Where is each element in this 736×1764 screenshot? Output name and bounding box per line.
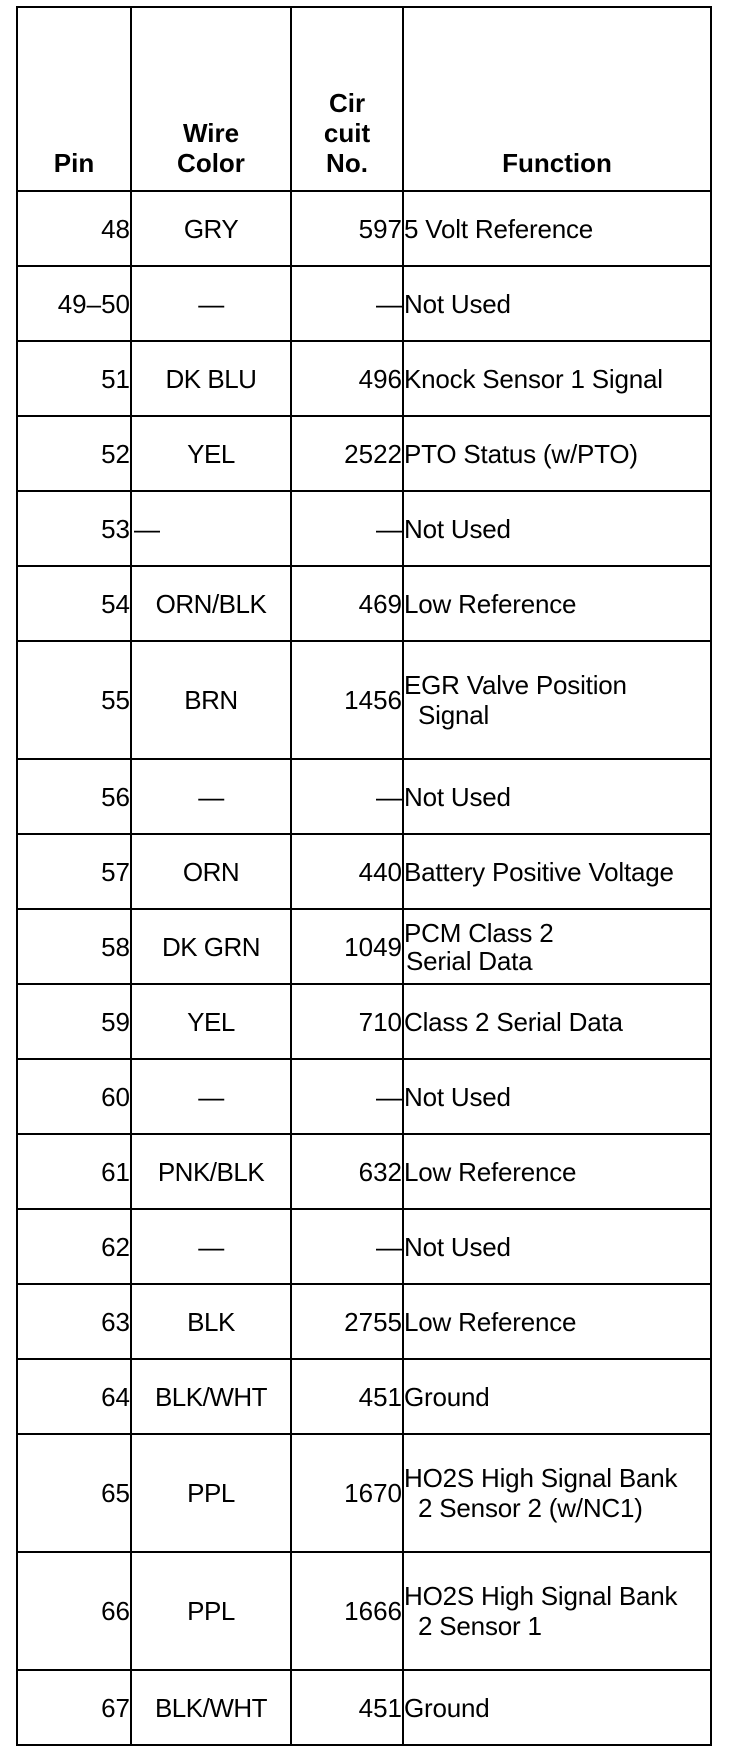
table-row	[17, 491, 711, 566]
pin-cell: 53	[17, 491, 131, 566]
function-cell	[403, 1552, 711, 1670]
circuit-cell: 469	[291, 566, 403, 641]
header-wire-color-line: Color	[177, 148, 245, 178]
pin-cell: 51	[17, 341, 131, 416]
pin-cell: 55	[17, 641, 131, 759]
circuit-cell: 632	[291, 1134, 403, 1209]
wire-color-cell: —	[131, 266, 291, 341]
pin-cell: 54	[17, 566, 131, 641]
header-wire-color	[131, 7, 291, 191]
function-cell: Low Reference	[403, 566, 711, 641]
wire-color-cell: BLK	[131, 1284, 291, 1359]
table-row	[17, 984, 711, 1059]
table-row	[17, 1552, 711, 1670]
pin-cell: 59	[17, 984, 131, 1059]
circuit-cell: 451	[291, 1359, 403, 1434]
header-row	[17, 7, 711, 191]
pin-cell: 65	[17, 1434, 131, 1552]
table-row	[17, 1059, 711, 1134]
pinout-table	[16, 6, 712, 1746]
function-cell: Not Used	[403, 1209, 711, 1284]
table-row	[17, 341, 711, 416]
wire-color-cell: BRN	[131, 641, 291, 759]
function-line: PCM Class 2	[404, 917, 554, 948]
circuit-cell: 710	[291, 984, 403, 1059]
pin-cell: 61	[17, 1134, 131, 1209]
table-row	[17, 416, 711, 491]
circuit-cell: —	[291, 1059, 403, 1134]
function-line: HO2S High Signal Bank	[404, 1581, 678, 1611]
table-row	[17, 1209, 711, 1284]
function-cell: Knock Sensor 1 Signal	[403, 341, 711, 416]
table-row	[17, 1434, 711, 1552]
wire-color-cell: —	[131, 491, 291, 566]
pin-cell: 56	[17, 759, 131, 834]
table-row	[17, 1284, 711, 1359]
pin-cell: 62	[17, 1209, 131, 1284]
circuit-cell: 1456	[291, 641, 403, 759]
pin-cell: 49–50	[17, 266, 131, 341]
header-circuit-line: cuit	[323, 118, 371, 148]
pinout-table-container	[16, 6, 710, 1746]
wire-color-cell: —	[131, 1209, 291, 1284]
function-line: EGR Valve Position	[404, 670, 627, 700]
function-cell: Not Used	[403, 491, 711, 566]
table-row	[17, 1359, 711, 1434]
circuit-cell: —	[291, 1209, 403, 1284]
function-line-continued: Signal	[418, 700, 490, 730]
wire-color-cell: —	[131, 759, 291, 834]
function-line: HO2S High Signal Bank	[404, 1463, 678, 1493]
circuit-cell: 1666	[291, 1552, 403, 1670]
pin-cell: 60	[17, 1059, 131, 1134]
circuit-cell: 1670	[291, 1434, 403, 1552]
pin-cell: 52	[17, 416, 131, 491]
function-cell: Low Reference	[403, 1134, 711, 1209]
header-pin	[17, 7, 131, 191]
wire-color-cell: ORN/BLK	[131, 566, 291, 641]
table-row	[17, 266, 711, 341]
header-circuit-number	[291, 7, 403, 191]
function-cell: 5 Volt Reference	[403, 191, 711, 266]
function-cell: Ground	[403, 1359, 711, 1434]
circuit-cell: 451	[291, 1670, 403, 1745]
header-function	[403, 7, 711, 191]
circuit-cell: —	[291, 759, 403, 834]
function-cell	[403, 641, 711, 759]
circuit-cell: 1049	[291, 909, 403, 984]
wire-color-cell: BLK/WHT	[131, 1670, 291, 1745]
table-row	[17, 566, 711, 641]
circuit-cell: 496	[291, 341, 403, 416]
header-circuit-line: Cir	[328, 88, 366, 118]
pin-cell: 63	[17, 1284, 131, 1359]
header-pin-line: Pin	[53, 148, 95, 178]
function-cell: Not Used	[403, 759, 711, 834]
function-cell: Ground	[403, 1670, 711, 1745]
table-row	[17, 909, 711, 984]
function-cell	[403, 1434, 711, 1552]
table-row	[17, 1670, 711, 1745]
wire-color-cell: PPL	[131, 1434, 291, 1552]
circuit-cell: 2755	[291, 1284, 403, 1359]
wire-color-cell: PNK/BLK	[131, 1134, 291, 1209]
wire-color-cell: DK BLU	[131, 341, 291, 416]
wire-color-cell: YEL	[131, 416, 291, 491]
wire-color-cell: PPL	[131, 1552, 291, 1670]
function-cell: Low Reference	[403, 1284, 711, 1359]
circuit-cell: —	[291, 491, 403, 566]
wire-color-cell: GRY	[131, 191, 291, 266]
wire-color-cell: YEL	[131, 984, 291, 1059]
circuit-cell: 440	[291, 834, 403, 909]
table-row	[17, 759, 711, 834]
function-line-continued: 2 Sensor 2 (w/NC1)	[418, 1493, 643, 1523]
pin-cell: 48	[17, 191, 131, 266]
function-cell: Class 2 Serial Data	[403, 984, 711, 1059]
function-line-continued: Serial Data	[406, 945, 533, 976]
function-cell	[403, 909, 711, 984]
function-line-continued: 2 Sensor 1	[418, 1611, 542, 1641]
function-cell: Not Used	[403, 1059, 711, 1134]
circuit-cell: —	[291, 266, 403, 341]
header-wire-color-line: Wire	[182, 118, 240, 148]
circuit-cell: 597	[291, 191, 403, 266]
table-row	[17, 1134, 711, 1209]
pin-cell: 57	[17, 834, 131, 909]
wire-color-cell: DK GRN	[131, 909, 291, 984]
wire-color-cell: —	[131, 1059, 291, 1134]
header-function-line: Function	[502, 148, 612, 178]
table-row	[17, 834, 711, 909]
pin-cell: 58	[17, 909, 131, 984]
pin-cell: 67	[17, 1670, 131, 1745]
pin-cell: 66	[17, 1552, 131, 1670]
pin-cell: 64	[17, 1359, 131, 1434]
function-cell: Not Used	[403, 266, 711, 341]
table-row	[17, 641, 711, 759]
function-cell: PTO Status (w/PTO)	[403, 416, 711, 491]
wire-color-cell: BLK/WHT	[131, 1359, 291, 1434]
wire-color-cell: ORN	[131, 834, 291, 909]
header-circuit-line: No.	[326, 148, 368, 178]
circuit-cell: 2522	[291, 416, 403, 491]
table-row	[17, 191, 711, 266]
function-cell: Battery Positive Voltage	[403, 834, 711, 909]
